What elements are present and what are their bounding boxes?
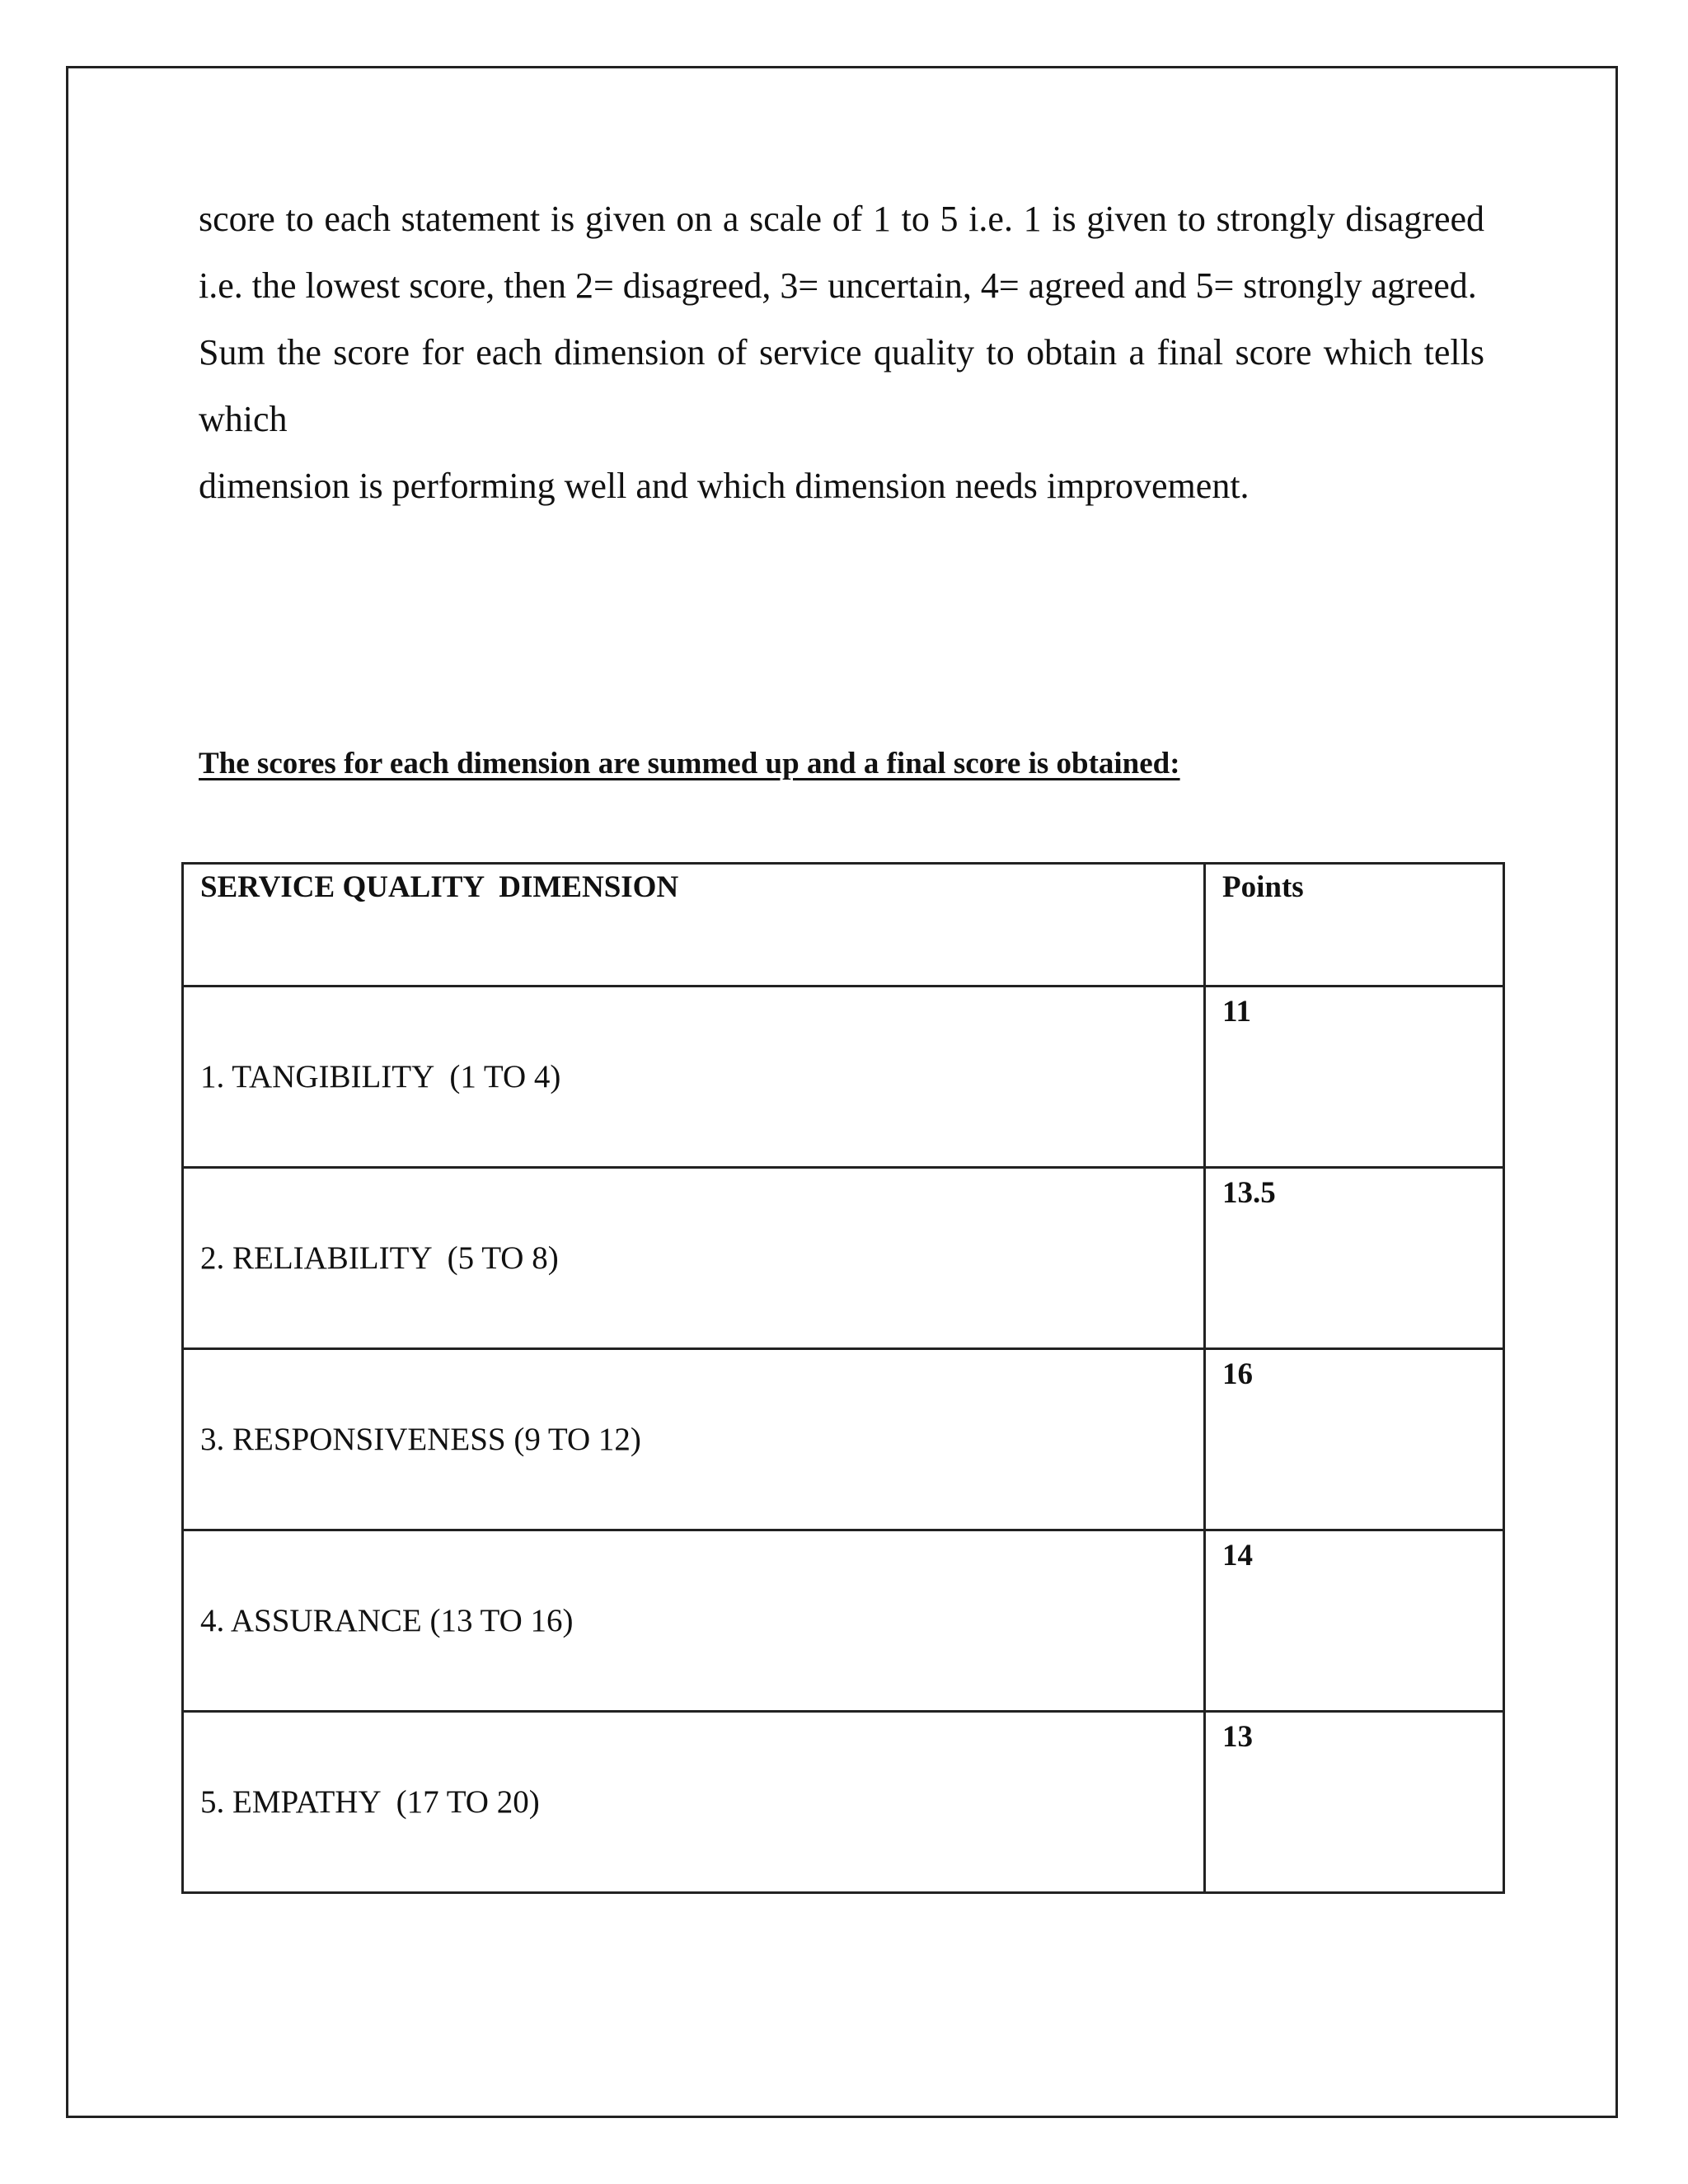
- dimension-scores-table: [181, 862, 1505, 1894]
- body-text: [199, 185, 1484, 519]
- header-points: Points: [1205, 864, 1504, 987]
- dimension-cell: 3. RESPONSIVENESS (9 TO 12): [183, 1349, 1205, 1530]
- header-dimension: SERVICE QUALITY DIMENSION: [183, 864, 1205, 987]
- table-row: [183, 1530, 1504, 1712]
- table-row: [183, 987, 1504, 1168]
- sum-instruction-paragraph: Sum the score for each dimension of service quality to obtain a final score which tells which: [199, 332, 1484, 439]
- points-cell: 13: [1205, 1712, 1504, 1893]
- dimension-cell: 2. RELIABILITY (5 TO 8): [183, 1168, 1205, 1349]
- table-heading: The scores for each dimension are summed up and a final score is obtained:: [199, 747, 1180, 780]
- points-cell: 14: [1205, 1530, 1504, 1712]
- dimension-performance-paragraph: dimension is performing well and which dimension needs improvement.: [199, 466, 1250, 506]
- points-cell: 16: [1205, 1349, 1504, 1530]
- table-header-row: [183, 864, 1504, 987]
- dimension-cell: 5. EMPATHY (17 TO 20): [183, 1712, 1205, 1893]
- dimension-cell: 4. ASSURANCE (13 TO 16): [183, 1530, 1205, 1712]
- scoring-scale-paragraph: score to each statement is given on a scale of 1 to 5 i.e. 1 is given to strongly disagreed i.e. the lowest score, then 2= disagreed, 3= uncertain, 4= agreed and 5= strongly agreed.: [199, 199, 1484, 306]
- table-row: [183, 1712, 1504, 1893]
- table-row: [183, 1349, 1504, 1530]
- table-row: [183, 1168, 1504, 1349]
- dimension-cell: 1. TANGIBILITY (1 TO 4): [183, 987, 1205, 1168]
- points-cell: 11: [1205, 987, 1504, 1168]
- points-cell: 13.5: [1205, 1168, 1504, 1349]
